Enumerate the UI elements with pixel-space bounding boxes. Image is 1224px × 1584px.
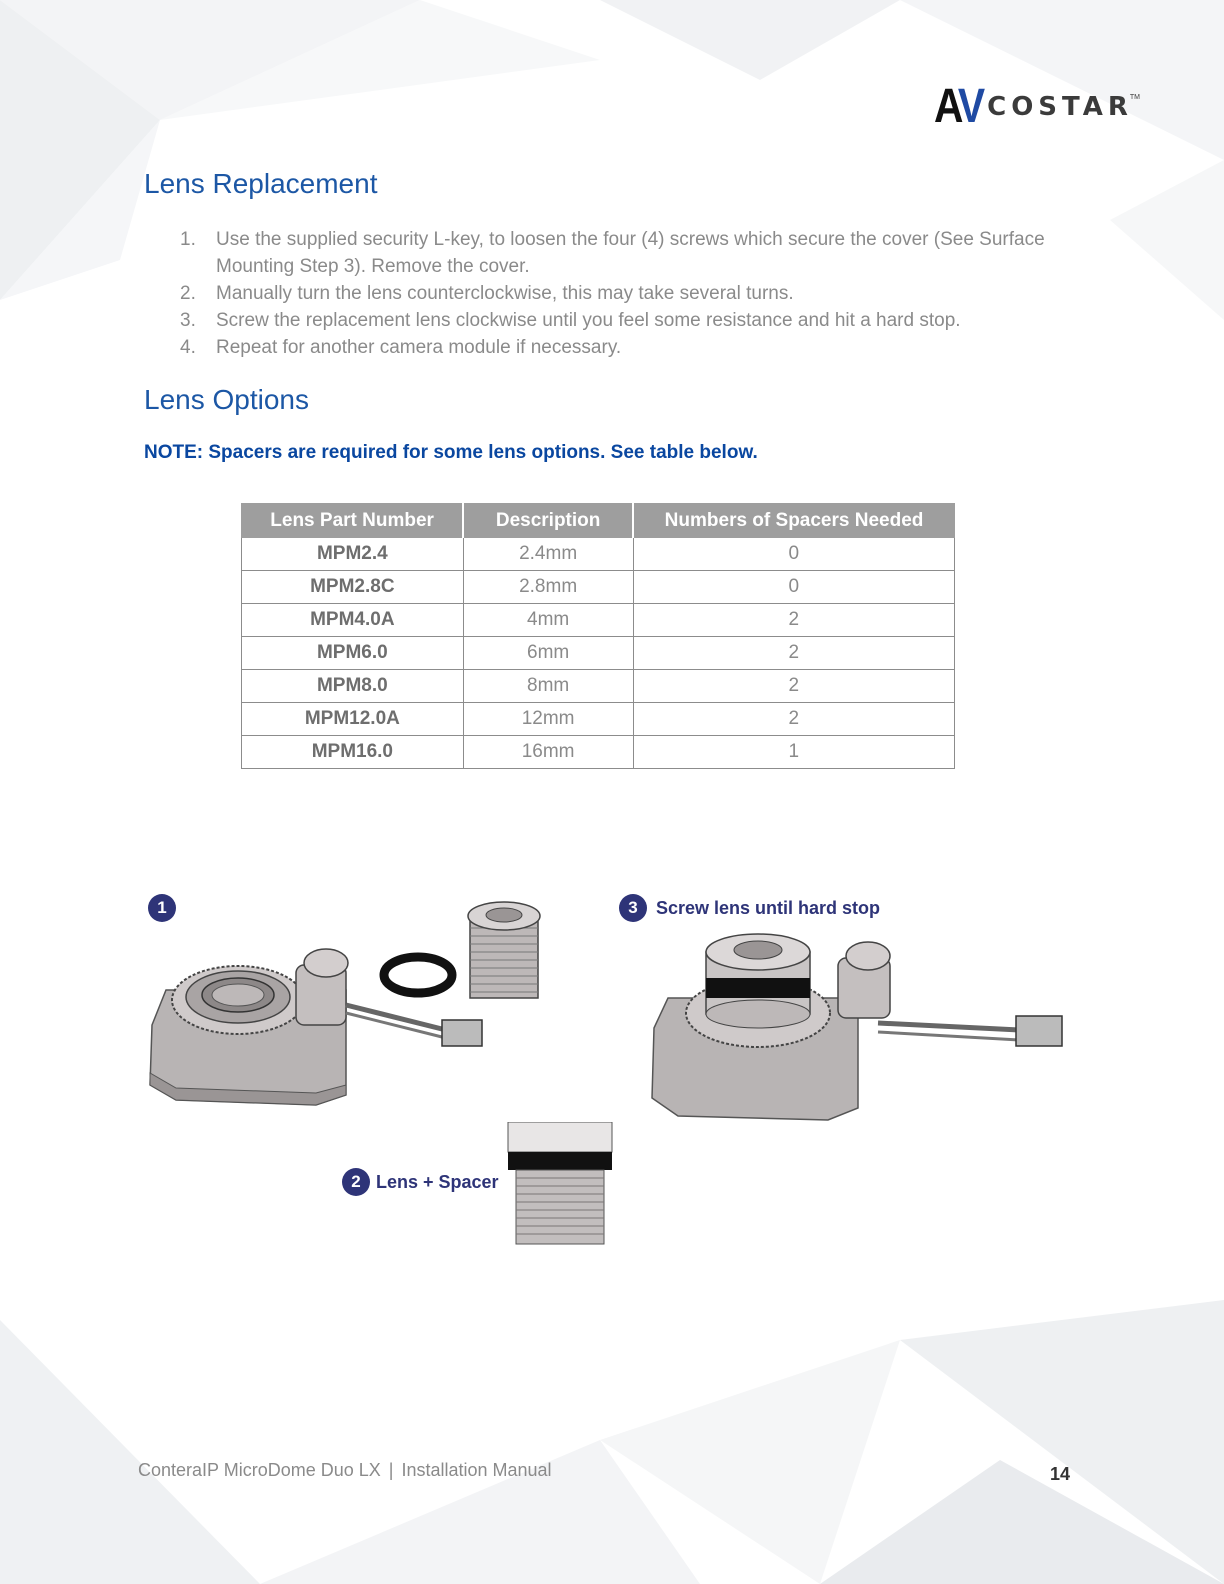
table-row bbox=[242, 571, 955, 604]
footer-doc-type: Installation Manual bbox=[401, 1460, 552, 1480]
table-cell: MPM6.0 bbox=[242, 637, 464, 670]
table-cell: 6mm bbox=[463, 637, 633, 670]
table-row bbox=[242, 538, 955, 571]
section-title-lens-replacement: Lens Replacement bbox=[144, 168, 378, 199]
table-cell: 16mm bbox=[463, 736, 633, 769]
table-cell: MPM2.8C bbox=[242, 571, 464, 604]
logo-av-mark: AV bbox=[934, 80, 983, 133]
table-row bbox=[242, 604, 955, 637]
section-title-lens-options: Lens Options bbox=[144, 384, 309, 415]
brand-logo bbox=[934, 82, 1140, 132]
spacer-note: NOTE: Spacers are required for some lens options. See table below. bbox=[144, 442, 758, 463]
footer-product: ConteraIP MicroDome Duo LX bbox=[138, 1460, 381, 1480]
replacement-lens-illustration bbox=[462, 898, 546, 1006]
table-cell: MPM16.0 bbox=[242, 736, 464, 769]
table-cell: 2 bbox=[633, 670, 954, 703]
table-cell: 2 bbox=[633, 703, 954, 736]
table-cell: MPM8.0 bbox=[242, 670, 464, 703]
list-item: 1. Use the supplied security L-key, to loosen the four (4) screws which secure the cover (See Surface Mounting Step 3). Remove the cover. bbox=[180, 229, 1045, 277]
table-row bbox=[242, 703, 955, 736]
step-1-badge: 1 bbox=[148, 894, 176, 922]
table-cell: 4mm bbox=[463, 604, 633, 637]
table-cell: 2.4mm bbox=[463, 538, 633, 571]
table-cell: 1 bbox=[633, 736, 954, 769]
step-2-label: Lens + Spacer bbox=[376, 1172, 499, 1192]
column-header: Description bbox=[463, 504, 633, 538]
logo-wordmark: COSTAR bbox=[987, 92, 1133, 122]
table-cell: 2 bbox=[633, 604, 954, 637]
column-header: Lens Part Number bbox=[242, 504, 464, 538]
table-cell: 2 bbox=[633, 637, 954, 670]
assembled-camera-illustration bbox=[648, 928, 1068, 1138]
list-item: 2. Manually turn the lens counterclockwise, this may take several turns. bbox=[180, 283, 794, 304]
footer-separator: | bbox=[388, 1460, 394, 1480]
step-2-badge: 2 bbox=[342, 1168, 370, 1196]
table-header-row bbox=[242, 504, 955, 538]
lens-options-table bbox=[241, 503, 955, 769]
step-3-label: Screw lens until hard stop bbox=[656, 898, 881, 918]
table-cell: 8mm bbox=[463, 670, 633, 703]
footer-document-title bbox=[138, 1460, 552, 1481]
table-cell: 2.8mm bbox=[463, 571, 633, 604]
table-cell: MPM2.4 bbox=[242, 538, 464, 571]
list-item: 4. Repeat for another camera module if necessary. bbox=[180, 337, 622, 358]
table-cell: 0 bbox=[633, 538, 954, 571]
page-number: 14 bbox=[1050, 1464, 1071, 1484]
column-header: Numbers of Spacers Needed bbox=[633, 504, 954, 538]
camera-module-illustration bbox=[146, 895, 496, 1125]
table-row bbox=[242, 637, 955, 670]
table-cell: MPM4.0A bbox=[242, 604, 464, 637]
table-cell: 0 bbox=[633, 571, 954, 604]
logo-trademark: TM bbox=[1129, 94, 1141, 101]
table-cell: 12mm bbox=[463, 703, 633, 736]
replacement-steps-list bbox=[180, 226, 1070, 361]
step-3-badge: 3 bbox=[619, 894, 647, 922]
table-row bbox=[242, 670, 955, 703]
table-cell: MPM12.0A bbox=[242, 703, 464, 736]
table-row bbox=[242, 736, 955, 769]
lens-with-spacer-illustration bbox=[506, 1122, 614, 1246]
list-item: 3. Screw the replacement lens clockwise until you feel some resistance and hit a hard stop. bbox=[180, 310, 961, 331]
